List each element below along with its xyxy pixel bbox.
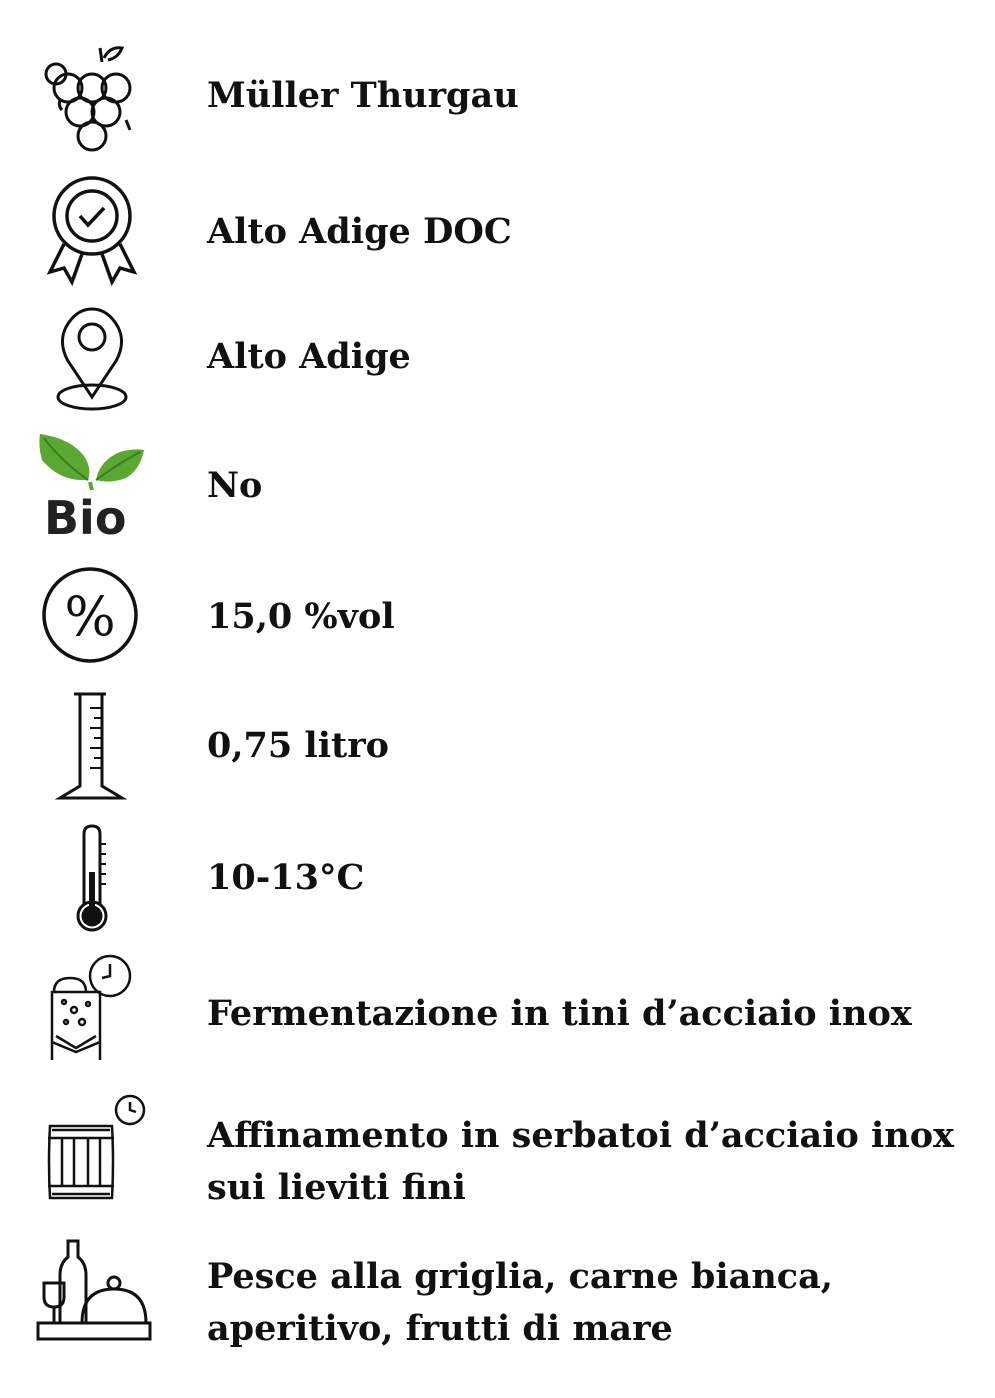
grapes-icon	[30, 40, 160, 160]
barrel-clock-icon	[30, 1090, 160, 1210]
aging-label-line-2: sui lieviti fini	[207, 1167, 466, 1208]
spec-row-fermentation	[0, 952, 995, 1067]
bio-leaf-icon	[30, 430, 160, 542]
thermometer-icon	[30, 822, 160, 934]
spec-row-temperature	[0, 822, 995, 937]
aging-label-line-1: Affinamento in serbatoi d’acciaio inox	[207, 1115, 954, 1156]
food-pairing-icon	[30, 1235, 160, 1350]
fermentation-label: Fermentazione in tini d’acciaio inox	[207, 993, 912, 1034]
volume-label: 0,75 litro	[207, 725, 389, 766]
pairing-label-line-1: Pesce alla griglia, carne bianca,	[207, 1256, 833, 1297]
alcohol-label: 15,0 %vol	[207, 596, 395, 637]
spec-row-volume	[0, 690, 995, 805]
spec-row-alcohol	[0, 563, 995, 673]
denomination-label: Alto Adige DOC	[207, 211, 512, 252]
spec-row-pairing	[0, 1235, 995, 1365]
fermentation-tank-icon	[30, 952, 160, 1064]
award-badge-icon	[30, 172, 160, 292]
percent-icon	[30, 563, 160, 669]
location-pin-icon	[30, 303, 160, 415]
organic-label: No	[207, 465, 263, 506]
temperature-label: 10-13°C	[207, 857, 365, 898]
spec-row-grape	[0, 40, 995, 160]
bio-text: Bio	[44, 491, 127, 542]
pairing-label-line-2: aperitivo, frutti di mare	[207, 1308, 673, 1349]
spec-row-region	[0, 303, 995, 418]
measuring-cylinder-icon	[30, 690, 160, 802]
region-label: Alto Adige	[207, 336, 411, 377]
grape-variety-label: Müller Thurgau	[207, 75, 519, 116]
spec-row-denomination	[0, 172, 995, 292]
spec-row-aging	[0, 1090, 995, 1220]
svg-text:%: %	[64, 585, 116, 648]
spec-row-organic	[0, 430, 995, 545]
